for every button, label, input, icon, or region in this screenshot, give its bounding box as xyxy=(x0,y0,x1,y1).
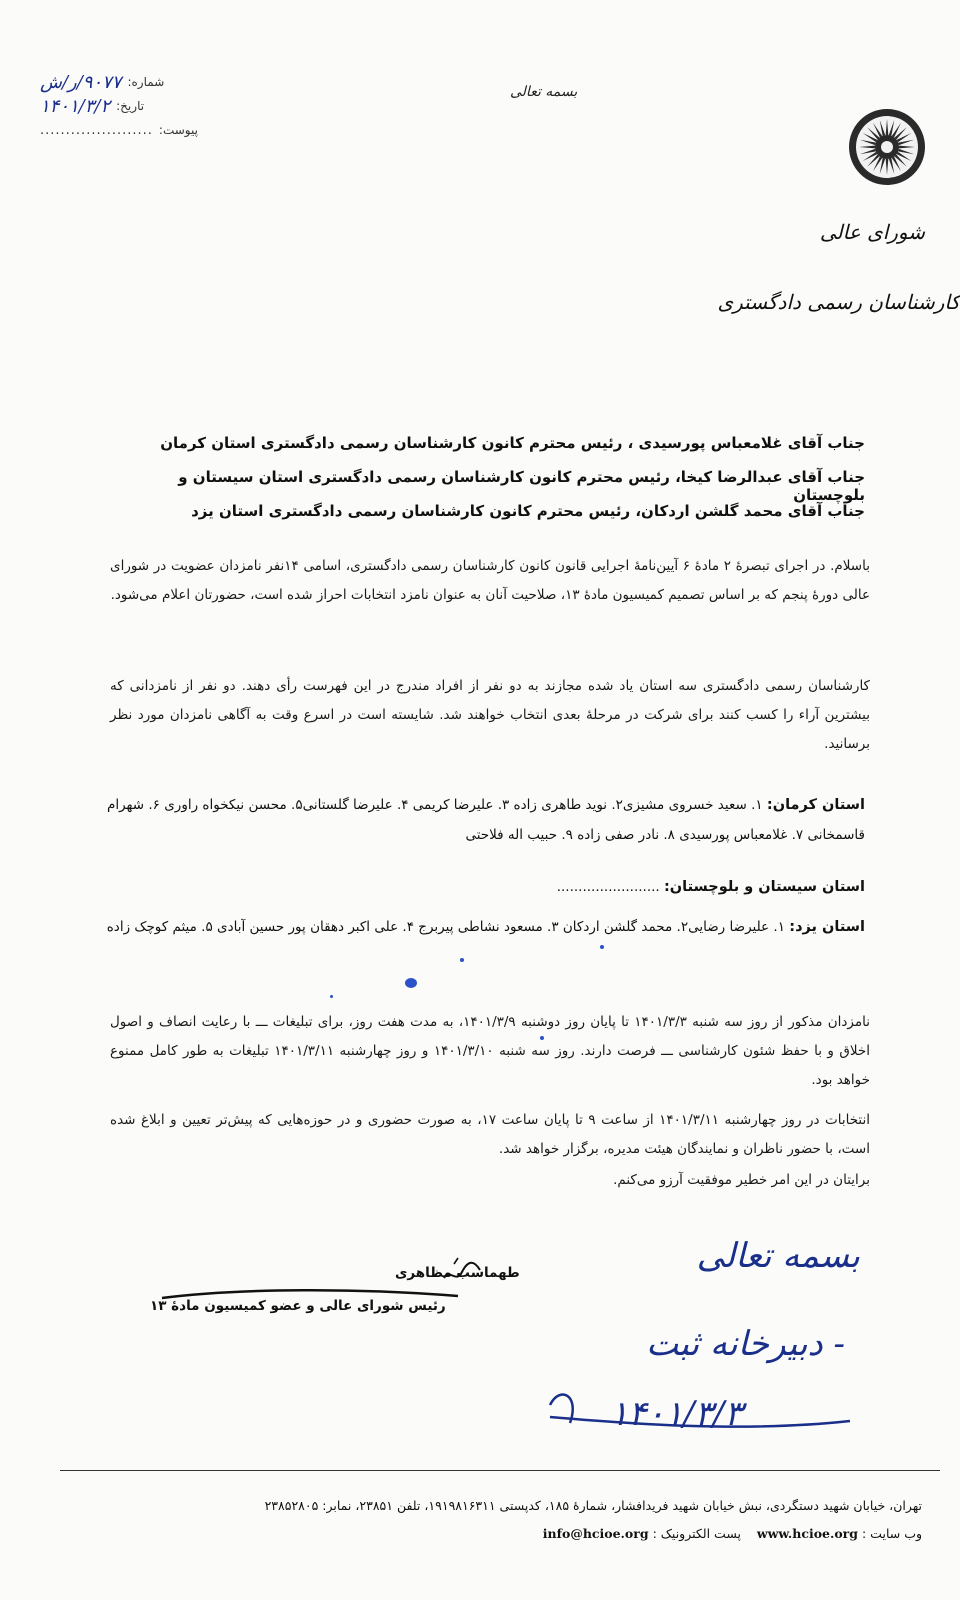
province-name: استان سیستان و بلوچستان: xyxy=(664,879,865,895)
body-paragraph-2: کارشناسان رسمی دادگستری سه استان یاد شده مجازند به دو نفر از افراد مندرج در این فهرست رأی دهند. دو نفر از نامزدانی که بیشترین آراء را کسب کنند برای شرکت در مرحلهٔ بعدی انتخاب خواهند شد. شایسته است در اسرع وقت به آگاهی نامزدان مورد نظر برسانید. xyxy=(110,678,870,752)
body-paragraph-1: باسلام. در اجرای تبصرهٔ ۲ مادهٔ ۶ آیین‌نامهٔ اجرایی قانون کانون کارشناسان رسمی دادگستری، اسامی ۱۴نفر نامزدان عضویت در شورای عالی دورهٔ پنجم که بر اساس تصمیم کمیسیون مادهٔ ۱۳، صلاحیت آنان به عنوان نامزد انتخابات احراز شده است، حضورتان اعلام می‌شود. xyxy=(110,558,870,603)
footer-address: تهران، خیابان شهید دستگردی، نبش خیابان شهید فریدافشار، شمارهٔ ۱۸۵، کدپستی ۱۹۱۹۸۱۶۳۱۱، تلفن ۲۳۸۵۱، نمابر: ۲۳۸۵۲۸۰۵ xyxy=(264,1498,922,1513)
note-line3: ۱۴۰۱/۳/۳ xyxy=(610,1394,743,1434)
province-kerman xyxy=(105,790,865,850)
province-candidates: ۱. علیرضا رضایی۲. محمد گلشن اردکان ۳. مسعود نشاطی پیربرج ۴. علی اکبر دهقان پور حسین آبادی ۵. میثم کوچک زاده xyxy=(106,919,785,935)
meta-number-row xyxy=(40,70,230,94)
province-name: استان یزد: xyxy=(789,919,865,935)
date-value: ۱۴۰۱/۳/۲ xyxy=(40,95,111,117)
body-paragraph-3: نامزدان مذکور از روز سه شنبه ۱۴۰۱/۳/۳ تا پایان روز دوشنبه ۱۴۰۱/۳/۹، به مدت هفت روز، برای تبلیغات ـــ با رعایت انصاف و اصول اخلاق و با حفظ شئون کارشناسی ـــ فرصت دارند. روز سه شنبه ۱۴۰۱/۳/۱۰ و روز چهارشنبه ۱۴۰۱/۳/۱۱ تبلیغات به طور کامل ممنوع خواهد بود. xyxy=(110,1014,870,1088)
addressee-sistan: جناب آقای عبدالرضا کیخا، رئیس محترم کانون کارشناسان رسمی دادگستری استان سیستان و بلوچستان xyxy=(178,468,865,504)
province-yazd xyxy=(105,912,865,942)
province-sistan xyxy=(105,872,865,902)
ink-spot xyxy=(600,945,604,949)
province-name: استان کرمان: xyxy=(766,797,865,813)
footer-divider xyxy=(60,1470,940,1471)
province-candidates: ۱. سعید خسروی مشیزی۲. نوید طاهری زاده ۳. علیرضا کریمی ۴. علیرضا گلستانی۵. محسن نیکخواه راوری ۶. شهرام قاسمخانی ۷. غلامعباس پورسیدی ۸. نادر صفی زاده ۹. حبیب اله فلاحتی xyxy=(106,797,865,843)
org-name-line1: شورای عالی xyxy=(819,220,925,244)
email-link[interactable]: info@hcioe.org xyxy=(542,1526,649,1541)
body-paragraph-5: برایتان در این امر خطیر موفقیت آرزو می‌کنم. xyxy=(613,1172,870,1188)
footer-contacts xyxy=(22,1526,922,1541)
signatory-name: طهماسب مظاهری xyxy=(395,1265,520,1281)
date-label: تاریخ: xyxy=(116,99,145,113)
email-label: پست الکترونیک : xyxy=(652,1526,741,1541)
meta-date-row xyxy=(40,94,230,118)
signature-scribble-icon xyxy=(440,1254,485,1288)
ink-spot xyxy=(460,958,464,962)
meta-attachment-row xyxy=(40,118,230,142)
number-value: ۹۰۷۷/ر/ش xyxy=(40,71,122,93)
ink-spot xyxy=(330,995,333,998)
org-name-line2: کارشناسان رسمی دادگستری xyxy=(717,290,960,314)
province-candidates: ........................ xyxy=(556,879,660,895)
letter-meta xyxy=(40,70,230,142)
number-label: شماره: xyxy=(127,75,165,89)
body-paragraph-4: انتخابات در روز چهارشنبه ۱۴۰۱/۳/۱۱ از ساعت ۹ تا پایان ساعت ۱۷، به صورت حضوری و در حوزه‌هایی که پیش‌تر تعیین و ابلاغ شده است، با حضور ناظران و نمایندگان هیئت مدیره، برگزار خواهد شد. xyxy=(110,1112,870,1157)
signatory-title: رئیس شورای عالی و عضو کمیسیون مادهٔ ۱۳ xyxy=(150,1298,446,1314)
attachment-label: پیوست: xyxy=(158,123,198,137)
council-emblem-icon xyxy=(848,108,926,186)
ink-spot xyxy=(405,978,417,988)
handwritten-registry-note xyxy=(540,1225,870,1465)
note-line2: - دبیرخانه ثبت xyxy=(646,1324,845,1364)
website-label: وب سایت : xyxy=(862,1526,922,1541)
addressee-yazd: جناب آقای محمد گلشن اردکان، رئیس محترم کانون کارشناسان رسمی دادگستری استان یزد xyxy=(191,502,865,520)
bismillah-heading: بسمه تعالی xyxy=(510,84,578,100)
addressee-kerman: جناب آقای غلامعباس پورسیدی ، رئیس محترم کانون کارشناسان رسمی دادگستری استان کرمان xyxy=(160,434,865,452)
website-link[interactable]: www.hcioe.org xyxy=(756,1526,859,1541)
attachment-value: ...................... xyxy=(40,122,153,138)
note-line1: بسمه تعالی xyxy=(696,1236,860,1276)
